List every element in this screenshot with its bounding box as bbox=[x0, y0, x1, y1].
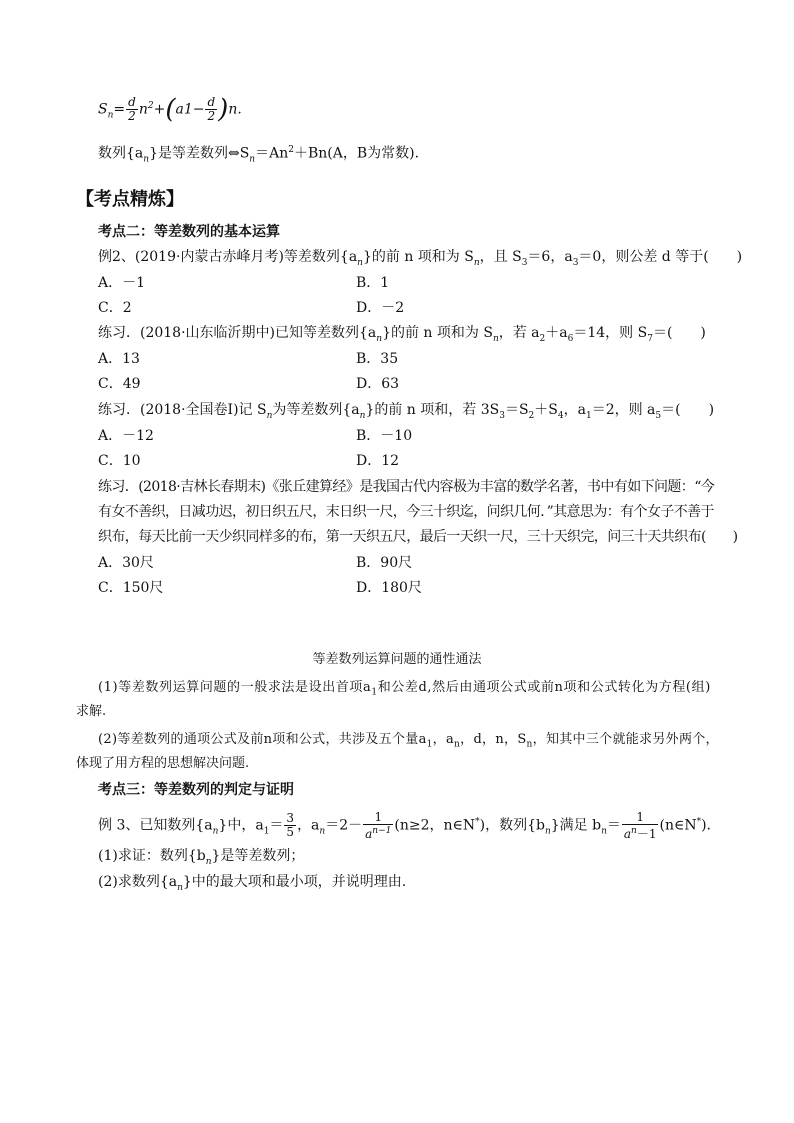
frac-den: 2 bbox=[128, 109, 136, 124]
text: ＝14，则 S bbox=[573, 325, 648, 341]
frac-den bbox=[363, 825, 393, 841]
text: ，若 a bbox=[498, 325, 540, 341]
criterion-line bbox=[98, 140, 419, 169]
method-title: 等差数列运算问题的通性通法 bbox=[312, 652, 482, 667]
q4-option-b: B．90尺 bbox=[356, 555, 413, 571]
text: 例2、(2019·内蒙古赤峰月考)等差数列{a bbox=[98, 249, 358, 265]
frac-num: 1 bbox=[363, 811, 393, 825]
text: ). bbox=[701, 817, 711, 834]
sn-formula: $S_n=$ $\frac{d}{2}$ $n^2+(a1-$ $\frac{d}{2}$ )n. bbox=[98, 94, 242, 125]
frac-den: 2 bbox=[207, 109, 216, 124]
text: 练习．(2018·山东临沂期中)已知等差数列{a bbox=[98, 325, 377, 341]
subscript: n bbox=[212, 826, 219, 837]
text: ＋S bbox=[534, 402, 558, 418]
fraction-d-over-2 bbox=[126, 96, 138, 123]
minus: − bbox=[192, 101, 205, 118]
q4-option-c: C．150尺 bbox=[98, 580, 164, 596]
text: 数列{a bbox=[98, 145, 144, 162]
subscript: n bbox=[266, 410, 273, 421]
subscript: 1 bbox=[371, 687, 378, 698]
fraction-3-5 bbox=[284, 812, 296, 839]
subscript: n bbox=[376, 333, 383, 344]
subscript: n bbox=[473, 257, 480, 268]
q3-option-b: B．－10 bbox=[356, 428, 413, 444]
text: }满足 b bbox=[550, 817, 602, 834]
q3-option-c: C．10 bbox=[98, 453, 141, 469]
subscript: n bbox=[544, 826, 551, 837]
frac-den-base: a bbox=[623, 826, 632, 841]
text: }的前 n 项和为 S bbox=[362, 249, 474, 265]
text: 和公差d,然后由通项公式或前n项和公式转化为方程(组) bbox=[377, 680, 711, 695]
subscript: 3 bbox=[572, 257, 579, 268]
text: ＝( ) bbox=[652, 325, 706, 341]
paren-close: ) bbox=[218, 94, 229, 125]
frac-num: 3 bbox=[286, 811, 295, 826]
text: 为等差数列{a bbox=[272, 402, 360, 418]
subscript: n bbox=[359, 410, 366, 421]
subscript: n bbox=[177, 882, 183, 893]
q4-line-2: 有女不善织，日减功迟，初日织五尺，末日织一尺，今三十织迄，问织几何．”其意思为：有个女子不善于 bbox=[98, 504, 714, 520]
text: (1)求证：数列{b bbox=[98, 848, 206, 864]
subscript: 4 bbox=[557, 410, 564, 421]
frac-num: d bbox=[207, 95, 216, 110]
text: ，d，n，S bbox=[460, 732, 527, 747]
topic2-title: 考点二：等差数列的基本运算 bbox=[98, 224, 280, 240]
q4-option-a: A．30尺 bbox=[98, 555, 154, 571]
text: ＝2－ bbox=[325, 817, 363, 834]
method-p1-line1 bbox=[98, 678, 711, 703]
q2-option-c: C．49 bbox=[98, 376, 141, 392]
q4-option-d: D．180尺 bbox=[356, 580, 422, 596]
text: }的前 n 项和，若 3S bbox=[365, 402, 500, 418]
subscript: n bbox=[526, 739, 533, 750]
superscript: * bbox=[696, 817, 702, 827]
method-p1-line2: 求解. bbox=[76, 704, 107, 719]
method-p2-line1 bbox=[98, 730, 719, 755]
var-n: n bbox=[138, 101, 148, 118]
text: ，a bbox=[563, 402, 586, 418]
frac-num: 1 bbox=[622, 811, 659, 825]
section-header: 【考点精炼】 bbox=[76, 189, 184, 210]
text: ，且 S bbox=[479, 249, 522, 265]
paren-open: ( bbox=[165, 94, 176, 125]
subscript: n bbox=[249, 154, 256, 165]
equals: = bbox=[113, 101, 126, 118]
q2-option-a: A．13 bbox=[98, 351, 140, 367]
subscript: 5 bbox=[655, 410, 662, 421]
q1-stem bbox=[98, 247, 742, 273]
q1-option-d: D．－2 bbox=[356, 300, 405, 316]
frac-den: 5 bbox=[286, 825, 295, 840]
fraction-1-over-a bbox=[363, 811, 393, 841]
subscript: n bbox=[601, 826, 607, 837]
subscript: n bbox=[319, 826, 326, 837]
subscript: n bbox=[492, 333, 499, 344]
text: ，知其中三个就能求另外两个， bbox=[532, 732, 719, 747]
superscript: n bbox=[631, 825, 637, 836]
subscript: 7 bbox=[647, 333, 653, 344]
text: ＝2，则 a bbox=[591, 402, 656, 418]
var-a: a bbox=[175, 101, 184, 118]
subscript: 1 bbox=[263, 826, 270, 837]
text: 例 3、已知数列{a bbox=[98, 817, 213, 834]
text: ＝An bbox=[255, 145, 289, 162]
text: )，数列{b bbox=[479, 817, 545, 834]
subscript: n bbox=[107, 110, 114, 121]
q4-line-1: 练习．(2018·吉林长春期末)《张丘建算经》是我国古代内容极为丰富的数学名著，书中有如下问题：“今 bbox=[98, 479, 715, 495]
text: (n∈N bbox=[659, 817, 697, 834]
q1-option-c: C．2 bbox=[98, 300, 132, 316]
q3-option-d: D．12 bbox=[356, 453, 400, 469]
q2-option-b: B．35 bbox=[356, 351, 399, 367]
text: ＝( ) bbox=[661, 402, 715, 418]
q1-option-a: A．－1 bbox=[98, 275, 146, 291]
method-p2-line2: 体现了用方程的思想解决问题. bbox=[76, 756, 250, 771]
fraction-1-over-an-minus-1 bbox=[622, 811, 659, 841]
text: (n≥2，n∈N bbox=[394, 817, 476, 834]
a1-index: 1 bbox=[183, 101, 193, 118]
q3-option-a: A．－12 bbox=[98, 428, 154, 444]
text: ＝ bbox=[269, 817, 284, 834]
text: ，a bbox=[297, 817, 320, 834]
formula-tail: n. bbox=[228, 101, 242, 118]
text: }是等差数列⇔S bbox=[149, 145, 250, 162]
subscript: 6 bbox=[567, 333, 574, 344]
text: ＋Bn(A，B为常数). bbox=[293, 145, 420, 162]
text: ＝6，a bbox=[527, 249, 573, 265]
frac-num: d bbox=[128, 95, 136, 110]
text: (2)等差数列的通项公式及前n项和公式，共涉及五个量a bbox=[98, 732, 427, 747]
subscript: 1 bbox=[585, 410, 592, 421]
q5-stem bbox=[98, 808, 711, 845]
superscript: * bbox=[475, 817, 480, 827]
subscript: n bbox=[143, 154, 150, 165]
subscript: 1 bbox=[426, 739, 433, 750]
q4-line-3: 织布，每天比前一天少织同样多的布，第一天织五尺，最后一天织一尺，三十天织完，问三十天共织布( ) bbox=[98, 529, 738, 545]
subscript: 3 bbox=[499, 410, 505, 421]
superscript: n−1 bbox=[372, 825, 392, 836]
subscript: n bbox=[357, 257, 363, 268]
subscript: n bbox=[454, 739, 461, 750]
subscript: 3 bbox=[521, 257, 528, 268]
frac-den-tail: －1 bbox=[636, 826, 657, 841]
superscript: 2 bbox=[147, 101, 154, 111]
text: }的前 n 项和为 S bbox=[382, 325, 493, 341]
subscript: 2 bbox=[539, 333, 546, 344]
q2-option-d: D．63 bbox=[356, 376, 400, 392]
q1-option-b: B．1 bbox=[356, 275, 390, 291]
fraction-d-over-2-b bbox=[205, 96, 217, 123]
text: }是等差数列； bbox=[211, 848, 305, 864]
q2-stem bbox=[98, 323, 706, 349]
superscript: 2 bbox=[288, 145, 294, 155]
text: }中的最大项和最小项，并说明理由. bbox=[182, 874, 407, 890]
text: ，a bbox=[432, 732, 455, 747]
subscript: 2 bbox=[528, 410, 535, 421]
q5-part1 bbox=[98, 846, 304, 872]
text: 练习．(2018·全国卷Ⅰ)记 S bbox=[98, 402, 267, 418]
q3-stem bbox=[98, 400, 714, 426]
frac-den bbox=[622, 825, 659, 841]
q5-part2 bbox=[98, 872, 406, 898]
subscript: n bbox=[205, 856, 212, 867]
text: ＝0，则公差 d 等于( ) bbox=[578, 249, 743, 265]
text: }中，a bbox=[218, 817, 264, 834]
plus: + bbox=[153, 101, 166, 118]
text: (2)求数列{a bbox=[98, 874, 178, 890]
text: (1)等差数列运算问题的一般求法是设出首项a bbox=[98, 680, 372, 695]
topic3-title: 考点三：等差数列的判定与证明 bbox=[98, 782, 294, 798]
text: ＋a bbox=[545, 325, 568, 341]
frac-den-base: a bbox=[365, 826, 373, 841]
text: ＝S bbox=[504, 402, 529, 418]
text: ＝ bbox=[606, 817, 621, 834]
